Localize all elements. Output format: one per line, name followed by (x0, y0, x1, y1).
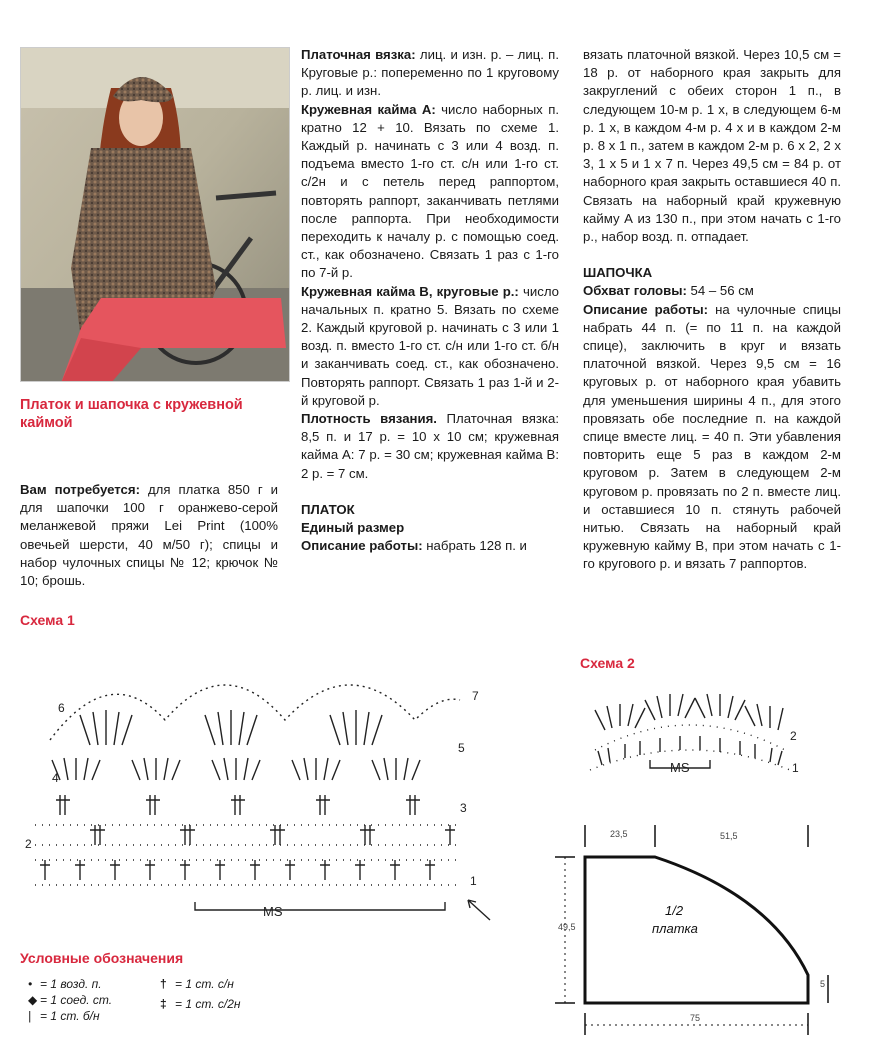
article-title: Платок и шапочка с кружевной каймой (20, 397, 243, 431)
gauge-text: Платочная вязка: 8,5 п. и 17 р. = 10 х 10 см; кружевная кайма А: 7 р. = 30 см; кружевная кайма В: 2 р. = 7 см. (301, 411, 559, 481)
head-size-label: Обхват головы: (583, 283, 687, 299)
middle-column (301, 46, 559, 555)
scheme2-row-2: 2 (790, 729, 797, 743)
shawl-continued-paragraph: вязать платочной вязкой. Через 10,5 см = 18 р. от наборного края закрыть для закруглений с обеих сторон 1 п., в следующем 10-м р. 1 х, в следующем 6-м р. 1 х, в каждом 4-м р. 4 х и в каждом 2-м р. 8 х 1 п., затем в каждом 2-м р. 6 х 2, 2 х 3, 1 х 5 и 1 х 7 п. Через 49,5 см = 84 р. от наборного края закрыть оставшиеся 40 п. Связать на наборный край кружевную кайму А из 130 п., при этом начать с 1-го р., набор возд. п. отпадает. (583, 47, 841, 245)
dim-right: 5 (820, 979, 826, 989)
shawl-heading: ПЛАТОК (301, 501, 355, 517)
scheme1-label: Схема 1 (20, 612, 75, 628)
hat-desc-paragraph (583, 301, 841, 574)
right-column (583, 46, 841, 574)
scheme1-row3 (56, 795, 420, 815)
hat-desc-text: на чулочные спицы набрать 44 п. (= по 11 п. на каждой спице), заключить в круг и вязать платочной вязкой. Через 9,5 см = 16 круговых р. от наборного края убавить для уменьшения ширины 4 п., для этого провязать обе последние п. на каждой спице вместе лиц. = 40 п. Эти убавления повторить еще 5 раз в каждом 2-м круговом р. Затем в следующем 2-м круговом р. провязать по 2 п. вместе лиц. и оставшиеся 10 п. стянуть рабочей нитью. Связать на наборный край кружевную кайму В, при этом начать с 1-го кругового р. и вязать 7 раппортов. (583, 301, 841, 572)
lace-a-paragraph (301, 101, 559, 283)
shawl-desc-text: набрать 128 п. и (422, 538, 527, 554)
scheme2-row-1: 1 (792, 761, 799, 775)
stockinette-text: лиц. и изн. р. – лиц. п. Круговые р.: попеременно по 1 круговому р. лиц. и изн. (301, 47, 559, 99)
lace-b-label: Кружевная кайма В, круговые р.: (301, 283, 519, 299)
materials-text: для платка 850 г и для шапочки 100 г оранжево-серой меланжевой пряжи Lei Print (100% овечьей шерсти, 40 м/50 г); спицы и набор чулочных спицы № 12; крючок № 10; брошь. (20, 482, 279, 589)
scheme1-row1 (40, 860, 435, 880)
gauge-paragraph (301, 410, 559, 483)
scheme1-row-1: 1 (470, 874, 477, 888)
scheme1-ms-label: MS (263, 904, 283, 919)
stockinette-paragraph (301, 46, 559, 101)
shawl-desc-label: Описание работы: (301, 538, 423, 554)
legend-tr-text: = 1 ст. с/2н (175, 997, 241, 1011)
scheme2-stitches (595, 694, 783, 765)
scheme1-row-6: 6 (58, 701, 65, 715)
scheme1-row-2: 2 (25, 837, 32, 851)
legend-dc-text: = 1 ст. с/н (175, 977, 234, 991)
legend-tr-symbol: ‡ (160, 997, 167, 1011)
legend-sc-symbol: | (28, 1009, 32, 1023)
shawl-pattern-schematic (540, 815, 840, 1045)
scheme1-diagram (20, 640, 520, 925)
dim-left: 49,5 (558, 922, 576, 932)
head-size-text: 54 – 56 см (686, 283, 754, 299)
dim-top-right: 51,5 (720, 831, 738, 841)
scheme1-fans (50, 685, 460, 780)
legend-slip-text: = 1 соед. ст. (40, 993, 113, 1007)
legend-block (20, 975, 280, 1035)
dim-top-left: 23,5 (610, 829, 628, 839)
pattern-label-fraction: 1/2 (665, 903, 684, 918)
scheme1-row-5: 5 (458, 741, 465, 755)
legend-chain-text: = 1 возд. п. (40, 977, 102, 991)
size-heading: Единый размер (301, 520, 405, 536)
model-photo (20, 47, 290, 382)
scheme1-row-7: 7 (472, 689, 479, 703)
lace-a-label: Кружевная кайма А: (301, 101, 436, 117)
scheme1-row-4: 4 (52, 771, 59, 785)
scheme2-label: Схема 2 (580, 655, 635, 671)
lace-b-text: число начальных п. кратно 5. Вязать по схеме 2. Каждый круговой р. начинать с 3 или 1 возд. п. вместо 1-го ст. с/н или 1-го ст. б/н и заканчивать соед. ст., как обозначено. Повторять раппорт. Связать 1 раз 1-й и 2-й круговой р. (301, 283, 559, 408)
materials-paragraph (20, 481, 278, 590)
head-size-paragraph (583, 282, 841, 300)
hat-desc-label: Описание работы: (583, 301, 709, 317)
stockinette-label: Платочная вязка: (301, 47, 416, 62)
shawl-desc-paragraph (301, 537, 559, 555)
legend-dc-symbol: † (160, 977, 167, 991)
legend-chain-symbol: • (28, 977, 33, 991)
legend-sc-text: = 1 ст. б/н (40, 1009, 100, 1023)
photo-illustration (21, 48, 290, 382)
gauge-label: Плотность вязания. (301, 411, 437, 427)
materials-label: Вам потребуется: (20, 482, 140, 497)
legend-slip-symbol: ◆ (28, 993, 38, 1007)
lace-a-text: число наборных п. кратно 12 + 10. Вязать по схеме 1. Каждый р. начинать с 3 или 4 возд. п. подъема вместо 1-го ст. с/н или 1-го ст. с/2н и с петель перед раппортом, повторять раппорт, заканчивать петлями после раппорта. При необходимости переходить к началу р. с помощью соед. ст., как обозначено. Связать 1 раз с 1-го по 7-й р. (301, 101, 559, 281)
dim-bottom: 75 (690, 1013, 701, 1023)
lace-b-paragraph (301, 283, 559, 410)
scheme1-row-3: 3 (460, 801, 467, 815)
scheme1-row2 (90, 825, 455, 845)
pattern-label-name: платка (652, 921, 698, 936)
scheme2-diagram (580, 680, 810, 790)
hat-heading: ШАПОЧКА (583, 265, 653, 281)
scheme2-ms-label: MS (670, 760, 690, 775)
legend-heading: Условные обозначения (20, 950, 184, 966)
